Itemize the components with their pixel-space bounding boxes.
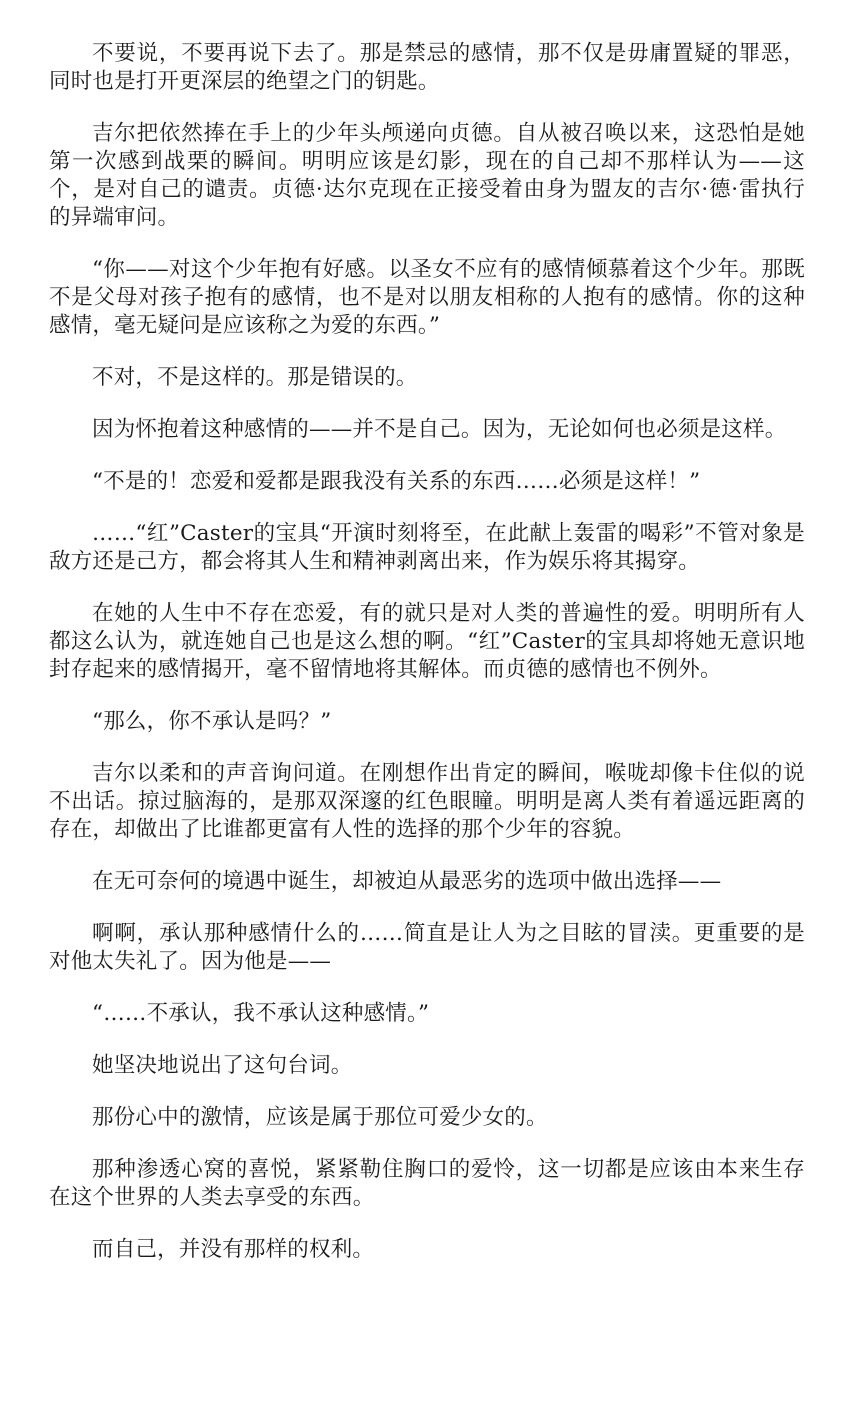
paragraph: 啊啊，承认那种感情什么的……简直是让人为之目眩的冒渎。更重要的是对他太失礼了。因为他是—— xyxy=(49,921,805,974)
paragraph: 她坚决地说出了这句台词。 xyxy=(92,1053,353,1078)
paragraph: 不要说，不要再说下去了。那是禁忌的感情，那不仅是毋庸置疑的罪恶，同时也是打开更深层的绝望之门的钥匙。 xyxy=(49,41,805,94)
paragraph: 那份心中的激情，应该是属于那位可爱少女的。 xyxy=(92,1105,548,1130)
paragraph: ……“红”Caster的宝具“开演时刻将至，在此献上轰雷的喝彩”不管对象是敌方还是己方，都会将其人生和精神剥离出来，作为娱乐将其揭穿。 xyxy=(49,521,805,574)
paragraph: “不是的！恋爱和爱都是跟我没有关系的东西……必须是这样！” xyxy=(92,469,701,494)
paragraph: “那么，你不承认是吗？” xyxy=(92,709,332,734)
paragraph: 在她的人生中不存在恋爱，有的就只是对人类的普遍性的爱。明明所有人都这么认为，就连她自己也是这么想的啊。“红”Caster的宝具却将她无意识地封存起来的感情揭开，毫不留情地将其解体。而贞德的感情也不例外。 xyxy=(49,601,805,682)
paragraph: 因为怀抱着这种感情的——并不是自己。因为，无论如何也必须是这样。 xyxy=(92,417,787,442)
paragraph: “……不承认，我不承认这种感情。” xyxy=(92,1001,430,1026)
document-page xyxy=(49,40,805,1288)
paragraph: 不对，不是这样的。那是错误的。 xyxy=(92,365,418,390)
paragraph: “你——对这个少年抱有好感。以圣女不应有的感情倾慕着这个少年。那既不是父母对孩子抱有的感情，也不是对以朋友相称的人抱有的感情。你的这种感情，毫无疑问是应该称之为爱的东西。” xyxy=(49,257,805,338)
paragraph: 吉尔把依然捧在手上的少年头颅递向贞德。自从被召唤以来，这恐怕是她第一次感到战栗的瞬间。明明应该是幻影，现在的自己却不那样认为——这个，是对自己的谴责。贞德·达尔克现在正接受着由身为盟友的吉尔·德·雷执行的异端审问。 xyxy=(49,121,805,230)
paragraph: 吉尔以柔和的声音询问道。在刚想作出肯定的瞬间，喉咙却像卡住似的说不出话。掠过脑海的，是那双深邃的红色眼瞳。明明是离人类有着遥远距离的存在，却做出了比谁都更富有人性的选择的那个少年的容貌。 xyxy=(49,761,805,842)
paragraph: 在无可奈何的境遇中诞生，却被迫从最恶劣的选项中做出选择—— xyxy=(92,869,722,894)
paragraph: 而自己，并没有那样的权利。 xyxy=(92,1237,375,1262)
paragraph: 那种渗透心窝的喜悦，紧紧勒住胸口的爱怜，这一切都是应该由本来生存在这个世界的人类去享受的东西。 xyxy=(49,1157,805,1210)
